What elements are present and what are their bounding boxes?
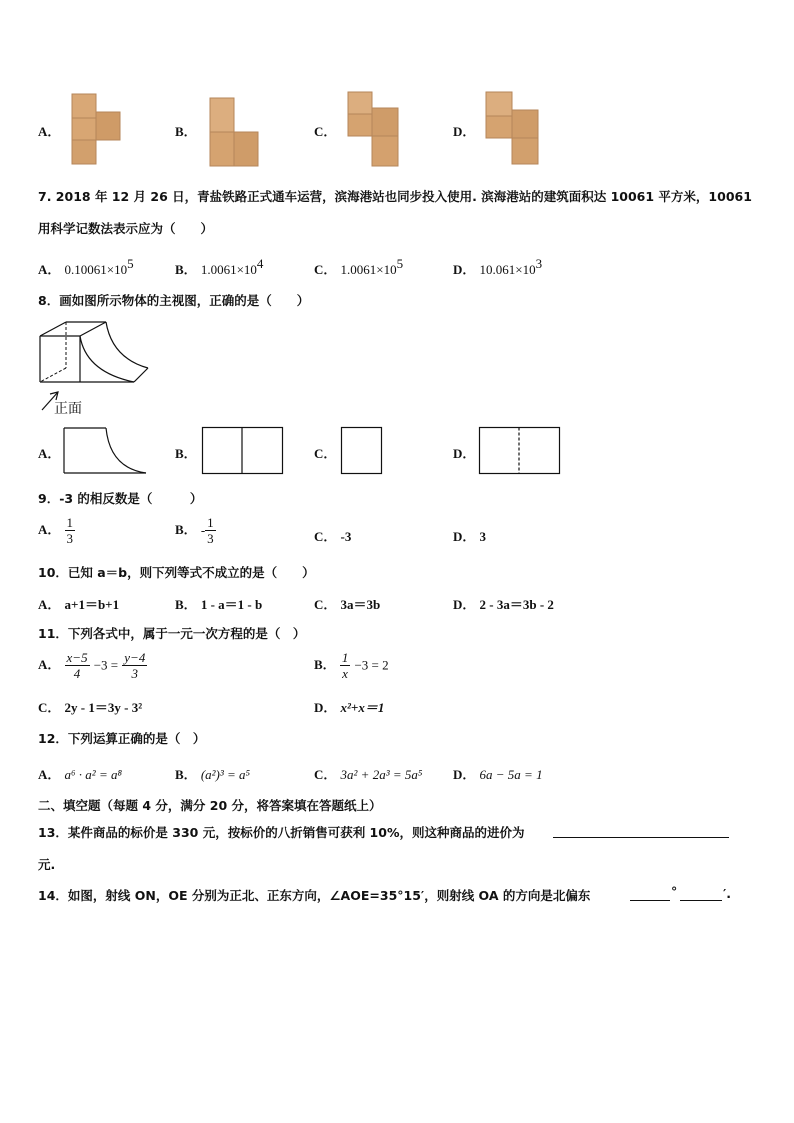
front-view-label: 正面: [54, 401, 82, 417]
q7-question-line1: 7. 2018 年 12 月 26 日，青盐铁路正式通车运营，滨海港站也同步投入使用. 滨海港站的建筑面积达 10061 平方米，10061: [38, 189, 752, 204]
q12-option-b: [175, 764, 250, 783]
q10-option-d: [453, 594, 554, 613]
q12-option-b-value: (a²)³ = a⁵: [200, 767, 251, 782]
q9-option-b-numerator: 1: [207, 515, 214, 530]
q9-option-a-fraction: [65, 515, 76, 546]
q6-option-a-label: A．: [38, 124, 61, 139]
q11-option-a: [38, 650, 147, 681]
q10-option-d-value: 2 - 3a＝3b - 2: [479, 597, 554, 612]
q11-option-b-fraction: [340, 650, 351, 681]
q11-question: 11．下列各式中，属于一元一次方程的是（ ）: [38, 626, 306, 641]
cube-figure-d-icon: [484, 90, 542, 168]
q7-option-b: [175, 256, 263, 278]
q13-answer-blank[interactable]: [553, 823, 729, 838]
q10-option-a-value: a+1＝b+1: [64, 597, 120, 612]
q12-option-a-label: A．: [38, 767, 61, 782]
q9-option-c-value: -3: [340, 529, 352, 544]
q7-option-b-label: B．: [175, 262, 197, 277]
q9-option-a: [38, 515, 75, 546]
q7-option-d-exponent: 3: [535, 256, 543, 271]
q10-option-b-value: 1 - a＝1 - b: [200, 597, 263, 612]
q9-option-b-label: B．: [175, 522, 197, 537]
q11-option-b-numerator: 1: [341, 650, 349, 665]
q12-option-a-value: a⁶ · a² = a⁸: [64, 767, 122, 782]
q9-option-c-label: C．: [314, 529, 337, 544]
q12-option-d-label: D．: [453, 767, 476, 782]
q10-option-b-label: B．: [175, 597, 197, 612]
q14-degree-symbol: °: [671, 884, 678, 899]
q12-option-a: [38, 764, 122, 783]
q10-option-a: [38, 594, 119, 613]
q7-option-c-label: C．: [314, 262, 337, 277]
q11-option-d-value: x²+x＝1: [340, 700, 385, 715]
q8-option-c-figure: [340, 426, 384, 476]
q11-option-a-numerator-1: x−5: [66, 650, 88, 665]
q14-minutes-blank[interactable]: [680, 886, 722, 901]
q12-question: 12．下列运算正确的是（ ）: [38, 731, 206, 746]
q7-option-d-value: 10.061×10: [479, 262, 536, 277]
q14-degrees-blank[interactable]: [630, 886, 670, 901]
q8-option-d-label: D．: [453, 446, 476, 461]
q11-option-a-middle: −3 =: [93, 657, 119, 673]
q7-option-c-value: 1.0061×10: [340, 262, 397, 277]
q10-option-b: [175, 594, 262, 613]
q10-option-c-label: C．: [314, 597, 337, 612]
q12-option-b-label: B．: [175, 767, 197, 782]
q7-option-a: [38, 256, 134, 278]
q12-option-d-value: 6a − 5a = 1: [479, 767, 543, 782]
q7-option-a-label: A．: [38, 262, 61, 277]
q8-option-a-figure: [62, 426, 148, 476]
q12-option-c: [314, 764, 422, 783]
q7-question-line2: 用科学记数法表示应为（ ）: [38, 221, 214, 236]
q10-option-d-label: D．: [453, 597, 476, 612]
q14-minute-symbol: ′.: [723, 886, 732, 901]
q8-option-b-label: B．: [175, 446, 197, 461]
q7-option-c: [314, 256, 403, 278]
q11-option-c-label: C．: [38, 700, 61, 715]
q7-option-b-value: 1.0061×10: [200, 262, 257, 277]
q8-question: 8．画如图所示物体的主视图，正确的是（ ）: [38, 293, 310, 308]
q11-option-c: [38, 697, 142, 716]
q9-option-b-fraction: [205, 515, 216, 546]
q12-option-c-value: 3a² + 2a³ = 5a⁵: [340, 767, 423, 782]
q12-option-d: [453, 764, 543, 783]
q11-option-d-label: D．: [314, 700, 337, 715]
q6-option-d-label: D．: [453, 124, 476, 139]
q10-question: 10．已知 a＝b，则下列等式不成立的是（ ）: [38, 565, 315, 580]
q11-option-b-rest: −3 = 2: [354, 657, 389, 673]
section-heading: 二、填空题（每题 4 分，满分 20 分，将答案填在答题纸上）: [38, 798, 382, 813]
q11-option-d: [314, 697, 384, 716]
q9-option-d-value: 3: [479, 529, 487, 544]
q7-option-b-exponent: 4: [256, 256, 264, 271]
q9-option-b-denominator: 3: [207, 531, 214, 546]
cube-figure-a-icon: [70, 92, 126, 166]
q8-option-a-label: A．: [38, 446, 61, 461]
q12-option-c-label: C．: [314, 767, 337, 782]
q6-option-b-label: B．: [175, 124, 197, 139]
q8-option-c-label: C．: [314, 446, 337, 461]
q7-option-a-value: 0.10061×10: [64, 262, 128, 277]
q7-option-c-exponent: 5: [396, 256, 404, 271]
q13-unit: 元.: [38, 857, 56, 872]
q11-option-a-numerator-2: y−4: [124, 650, 146, 665]
q7-option-d: [453, 256, 542, 278]
q14-question: 14．如图，射线 ON，OE 分别为正北、正东方向，∠AOE=35°15′，则射线 OA 的方向是北偏东: [38, 888, 591, 903]
q11-option-a-label: A．: [38, 657, 61, 672]
q8-option-d-figure: [478, 426, 562, 476]
q13-question: 13．某件商品的标价是 330 元，按标价的八折销售可获利 10%，则这种商品的进价为: [38, 825, 525, 840]
q9-option-d-label: D．: [453, 529, 476, 544]
q7-option-d-label: D．: [453, 262, 476, 277]
q9-option-b: [175, 515, 216, 546]
q9-option-a-denominator: 3: [66, 531, 74, 546]
q10-option-c-value: 3a＝3b: [340, 597, 381, 612]
q11-option-b-denominator: x: [342, 666, 348, 681]
q9-option-d: [453, 526, 486, 545]
q10-option-c: [314, 594, 380, 613]
q9-option-c: [314, 526, 351, 545]
q11-option-a-denominator-1: 4: [73, 666, 81, 681]
q7-option-a-exponent: 5: [127, 256, 134, 271]
q9-question: 9．-3 的相反数是（ ）: [38, 491, 203, 506]
q11-option-a-fraction-2: [122, 650, 147, 681]
q11-option-a-denominator-2: 3: [131, 666, 139, 681]
q11-option-b: [314, 650, 389, 681]
q8-option-b-figure: [201, 426, 285, 476]
q9-option-b-sign: -: [200, 522, 206, 538]
q11-option-c-value: 2y - 1＝3y - 3²: [64, 700, 143, 715]
q11-option-a-fraction-1: [65, 650, 90, 681]
q6-option-c-label: C．: [314, 124, 337, 139]
q11-option-b-label: B．: [314, 657, 336, 672]
q10-option-a-label: A．: [38, 597, 61, 612]
cube-figure-b-icon: [208, 96, 262, 168]
q9-option-a-label: A．: [38, 522, 61, 537]
q9-option-a-numerator: 1: [66, 515, 74, 530]
cube-figure-c-icon: [346, 90, 402, 170]
